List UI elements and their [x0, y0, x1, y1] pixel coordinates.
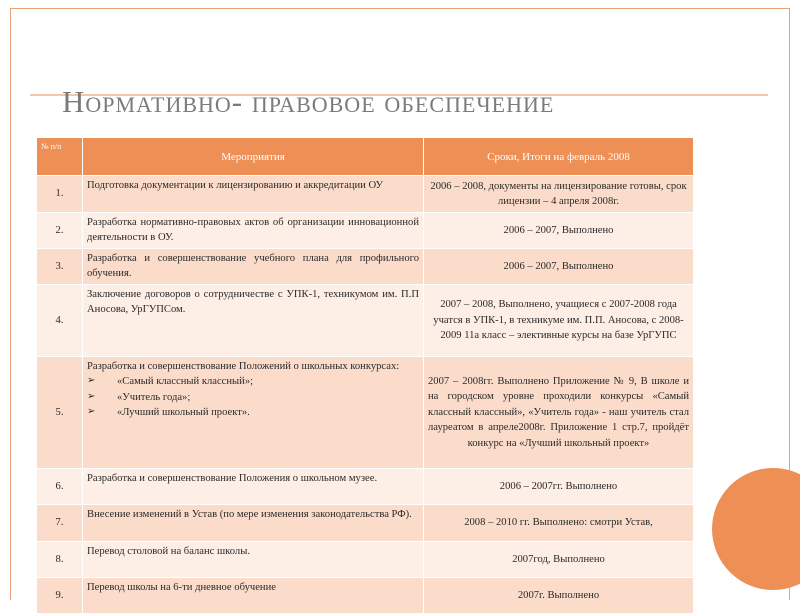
row-num: 4.	[37, 285, 83, 357]
slide-title-initial: Н	[62, 84, 86, 119]
row-result: 2007 – 2008, Выполнено, учащиеся с 2007-2008 года учатся в УПК-1, в техникуме им. П.П. Аносова, с 2008-2009 11а класс – элективные курсы на базе УрГУПС	[424, 285, 694, 357]
table-row	[37, 285, 694, 357]
row-activity: Подготовка документации к лицензированию и аккредитации ОУ	[83, 176, 424, 213]
list-item: ➢ «Самый классный классный»;	[87, 374, 419, 389]
header-activity: Мероприятия	[83, 138, 424, 176]
row-result: 2006 – 2007, Выполнено	[424, 213, 694, 249]
row-activity-intro: Разработка и совершенствование Положений о школьных конкурсах:	[87, 361, 400, 372]
row-num: 8.	[37, 542, 83, 578]
table-row	[37, 505, 694, 542]
row-activity: Перевод столовой на баланс школы.	[83, 542, 424, 578]
table-row	[37, 213, 694, 249]
row-num: 1.	[37, 176, 83, 213]
row-num: 9.	[37, 578, 83, 614]
list-item: ➢ «Лучший школьный проект».	[87, 405, 419, 420]
activities-table	[36, 137, 694, 614]
table-row	[37, 578, 694, 614]
table-row	[37, 542, 694, 578]
row-activity: Разработка нормативно-правовых актов об организации инновационной деятельности в ОУ.	[83, 213, 424, 249]
row-result: 2006 – 2007гг. Выполнено	[424, 469, 694, 505]
row-num: 3.	[37, 249, 83, 285]
slide-title	[62, 84, 554, 120]
row-result: 2007г. Выполнено	[424, 578, 694, 614]
slide-title-text: ормативно- правовое обеспечение	[85, 84, 555, 119]
header-num: № п/п	[37, 138, 83, 176]
row-result: 2007год, Выполнено	[424, 542, 694, 578]
row-activity: Заключение договоров о сотрудничестве с УПК-1, техникумом им. П.П Аносова, УрГУПСом.	[83, 285, 424, 357]
row-num: 6.	[37, 469, 83, 505]
contest-list	[87, 374, 419, 420]
row-activity: Разработка и совершенствование учебного плана для профильного обучения.	[83, 249, 424, 285]
row-num: 5.	[37, 357, 83, 469]
row-num: 2.	[37, 213, 83, 249]
row-result: 2006 – 2008, документы на лицензирование готовы, срок лицензии – 4 апреля 2008г.	[424, 176, 694, 213]
table-header-row	[37, 138, 694, 176]
row-num: 7.	[37, 505, 83, 542]
row-result: 2006 – 2007, Выполнено	[424, 249, 694, 285]
table-row	[37, 469, 694, 505]
row-result: 2008 – 2010 гг. Выполнено: смотри Устав,	[424, 505, 694, 542]
table-row	[37, 249, 694, 285]
row-activity	[83, 357, 424, 469]
header-result: Сроки, Итоги на февраль 2008	[424, 138, 694, 176]
row-activity: Внесение изменений в Устав (по мере изменения законодательства РФ).	[83, 505, 424, 542]
table-row	[37, 357, 694, 469]
row-result: 2007 – 2008гг. Выполнено Приложение № 9, В школе и на городском уровне проходили конкурсы «Самый классный классный», «Учитель года» - наш учитель стал лауреатом в апреле2008г. Приложение 1 стр.7, пройдёт конкурс на «Лучший школьный проект»	[424, 357, 694, 469]
list-item: ➢ «Учитель года»;	[87, 390, 419, 405]
row-activity: Перевод школы на 6-ти дневное обучение	[83, 578, 424, 614]
table-row	[37, 176, 694, 213]
row-activity: Разработка и совершенствование Положения о школьном музее.	[83, 469, 424, 505]
